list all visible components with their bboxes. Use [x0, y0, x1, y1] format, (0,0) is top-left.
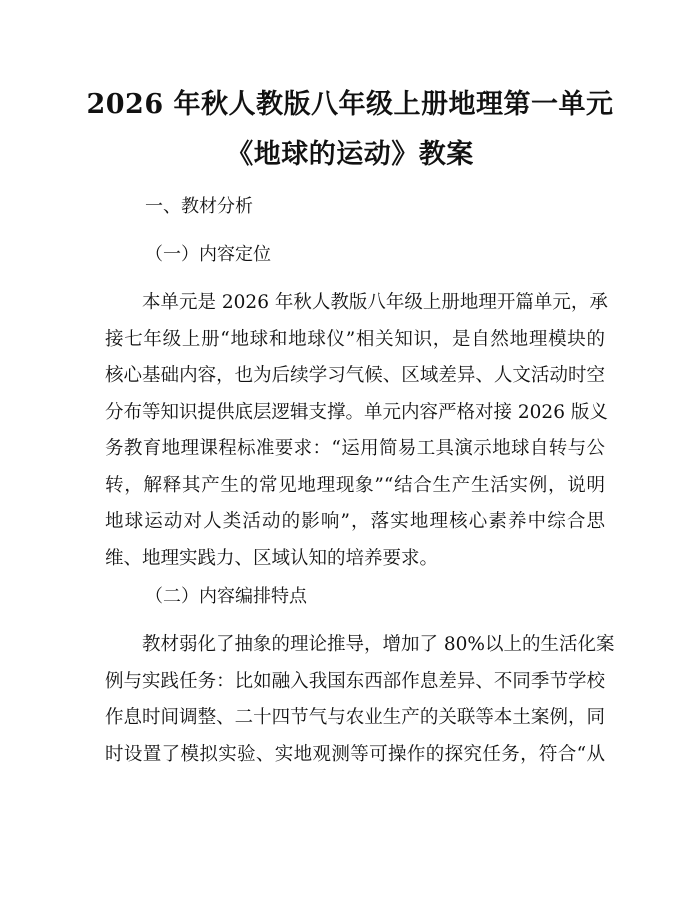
paragraph-line: 例与实践任务：比如融入我国东西部作息差异、不同季节学校: [105, 670, 605, 692]
paragraph-line: 地球运动对人类活动的影响”，落实地理核心素养中综合思: [105, 511, 605, 532]
paragraph-line: 教材弱化了抽象的理论推导，增加了 80%以上的生活化案: [142, 634, 615, 655]
paragraph-line: 作息时间调整、二十四节气与农业生产的关联等本土案例，同: [105, 707, 605, 728]
subsection-heading-arrangement-features: （二）内容编排特点: [145, 586, 307, 607]
section-heading-textbook-analysis: 一、教材分析: [145, 196, 253, 217]
paragraph-line: 分布等知识提供底层逻辑支撑。单元内容严格对接 2026 版义: [105, 401, 608, 423]
document-title-line-1: 2026 年秋人教版八年级上册地理第一单元: [86, 89, 614, 120]
paragraph-line: 核心基础内容，也为后续学习气候、区域差异、人文活动时空: [105, 365, 605, 386]
paragraph-line: 本单元是 2026 年秋人教版八年级上册地理开篇单元，承: [142, 292, 608, 313]
paragraph-arrangement-features: [105, 627, 615, 773]
paragraph-content-positioning: [105, 285, 608, 577]
paragraph-line: 时设置了模拟实验、实地观测等可操作的探究任务，符合“从: [105, 743, 605, 765]
paragraph-line: 维、地理实践力、区域认知的培养要求。: [105, 547, 439, 569]
subsection-heading-content-positioning: （一）内容定位: [145, 244, 271, 265]
paragraph-line: 务教育地理课程标准要求：“运用简易工具演示地球自转与公: [105, 438, 605, 459]
document-title-line-2: 《地球的运动》教案: [226, 139, 474, 170]
paragraph-line: 接七年级上册“地球和地球仪”相关知识，是自然地理模块的: [105, 328, 605, 350]
paragraph-line: 转，解释其产生的常见地理现象”“结合生产生活实例，说明: [105, 474, 605, 496]
